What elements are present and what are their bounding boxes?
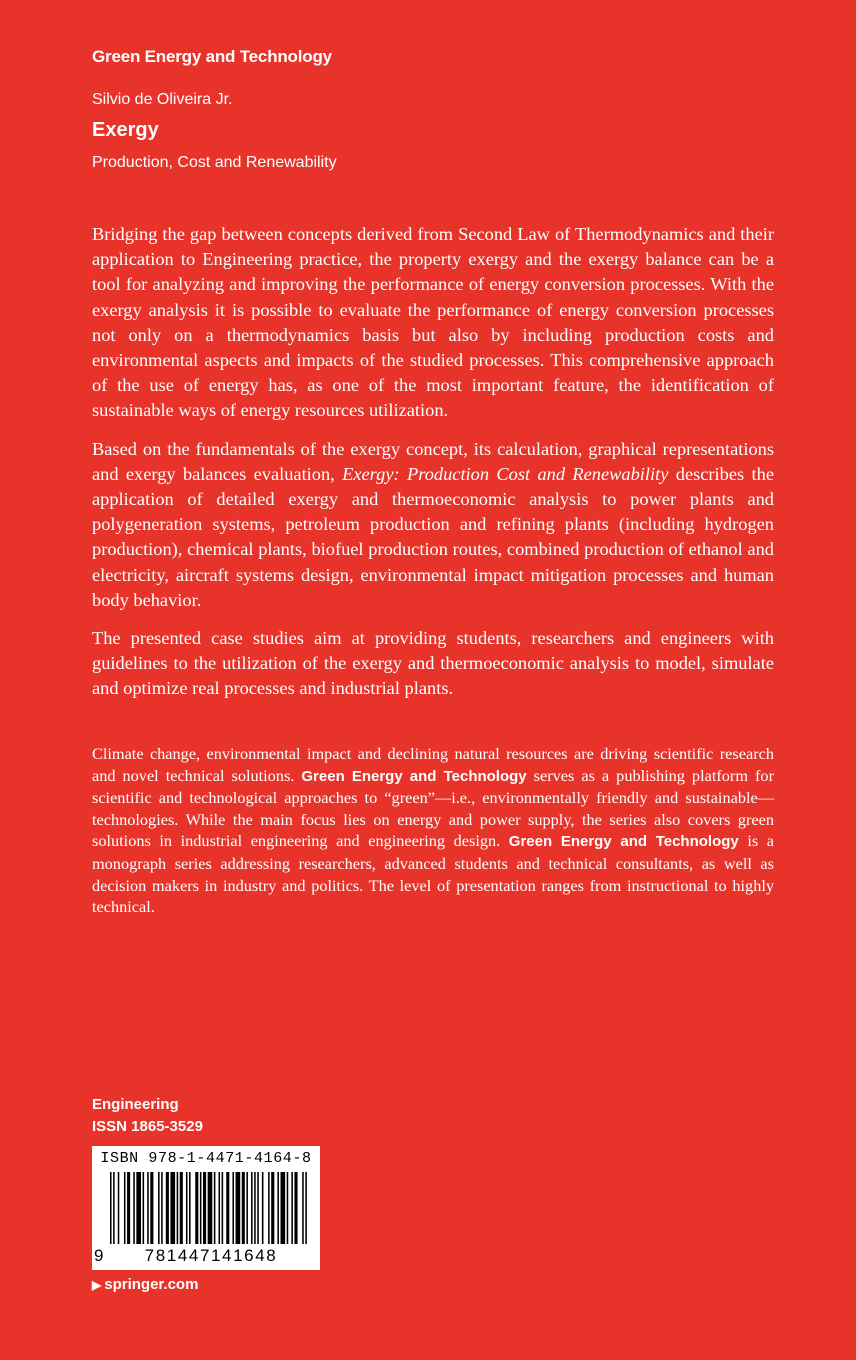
description-paragraph-2 — [92, 437, 774, 613]
barcode-bar — [113, 1172, 115, 1244]
barcode-bar — [294, 1172, 297, 1244]
barcode-bar — [150, 1172, 153, 1244]
barcode-bar — [305, 1172, 307, 1244]
barcode-bar — [254, 1172, 256, 1244]
isbn-barcode — [92, 1146, 320, 1270]
isbn-text: ISBN 978-1-4471-4164-8 — [100, 1150, 312, 1167]
barcode-bar — [177, 1172, 179, 1244]
barcode-bar — [219, 1172, 221, 1244]
barcode-bar — [147, 1172, 149, 1244]
barcode-bar — [302, 1172, 304, 1244]
book-description — [92, 222, 774, 715]
barcode-bar — [161, 1172, 163, 1244]
series-description — [92, 743, 774, 918]
barcode-bar — [268, 1172, 270, 1244]
arrow-right-icon: ▶ — [92, 1278, 102, 1292]
book-title: Exergy — [92, 119, 159, 141]
description-paragraph-1: Bridging the gap between concepts derived from Second Law of Thermodynamics and their application to Engineering practice, the property exergy and the exergy balance can be a tool for analyzing and improving the performance of energy conversion processes. With the exergy analysis it is possible to evaluate the performance of energy conversion processes not only on a thermodynamics basis but also by including production costs and environmental aspects and impacts of the studied processes. This comprehensive approach of the use of energy has, as one of the most important feature, the identification of sustainable ways of energy resources utilization. — [92, 224, 774, 421]
series-title: Green Energy and Technology — [92, 47, 332, 66]
description-p2-intro: Based on the fundamentals of the exergy concept, its calculation, graphical representations and exergy balances evaluation, — [92, 438, 774, 484]
barcode-bar — [170, 1172, 175, 1244]
springer-website-label: springer.com — [104, 1276, 199, 1293]
series-desc-part-2: serves as a publishing platform for scientific and technological approaches to “green”—i.e., environmentally friendly and sustainable—technologies. While the main focus lies on energy and power supply, the series also covers green solutions in industrial engineering and engineering design. — [92, 765, 774, 851]
barcode-bar — [180, 1172, 183, 1244]
series-name-bold-1: Green Energy and Technology — [301, 767, 527, 785]
barcode-bar — [195, 1172, 198, 1244]
barcode-bar — [222, 1172, 224, 1244]
barcode-bar — [251, 1172, 253, 1244]
series-description-paragraph — [92, 743, 774, 918]
barcode-bar — [208, 1172, 213, 1244]
barcode-bar — [133, 1172, 135, 1244]
issn-number: ISSN 1865-3529 — [92, 1118, 203, 1135]
barcode-bar — [136, 1172, 141, 1244]
description-p2-book-title: Exergy: Production Cost and Renewability — [342, 463, 669, 484]
barcode-bar — [200, 1172, 202, 1244]
ean-digits: 781447141648 — [144, 1246, 278, 1265]
description-paragraph-3: The presented case studies aim at providing students, researchers and engineers with guidelines to the utilization of the exergy and thermoeconomic analysis to model, simulate and optimize real processes and industrial plants. — [92, 628, 774, 699]
author-name: Silvio de Oliveira Jr. — [92, 91, 233, 108]
barcode-bar — [281, 1172, 286, 1244]
barcode-bar — [277, 1172, 279, 1244]
book-subtitle: Production, Cost and Renewability — [92, 154, 337, 171]
barcode-bar — [124, 1172, 126, 1244]
barcode-bar — [189, 1172, 191, 1244]
barcode-bar — [262, 1172, 264, 1244]
barcode-bar — [287, 1172, 289, 1244]
barcode-bar — [203, 1172, 206, 1244]
barcode-bar — [291, 1172, 293, 1244]
series-desc-part-1: Climate change, environmental impact and declining natural resources are driving scientific research and novel technical solutions. — [92, 744, 774, 785]
barcode-bar — [226, 1172, 229, 1244]
barcode-bar — [166, 1172, 169, 1244]
barcode-bar — [232, 1172, 234, 1244]
barcode-bar — [186, 1172, 188, 1244]
springer-website[interactable] — [92, 1276, 198, 1293]
series-desc-part-3: is a monograph series addressing researchers, advanced students and technical consultants, as well as decision makers in industry and politics. The level of presentation ranges from instructional to highly technical. — [92, 831, 774, 917]
barcode-bar — [158, 1172, 160, 1244]
barcode-bar — [143, 1172, 145, 1244]
barcode-bar — [271, 1172, 274, 1244]
barcode-bar — [118, 1172, 120, 1244]
barcode-bar — [236, 1172, 241, 1244]
description-p2-rest: describes the application of detailed exergy and thermoeconomic analysis to power plants and polygeneration systems, petroleum production and refining plants (including hydrogen production), chemical plants, biofuel production routes, combined production of ethanol and electricity, aircraft systems design, environmental impact mitigation processes and human body behavior. — [92, 463, 774, 610]
barcode-bar — [257, 1172, 259, 1244]
subject-category: Engineering — [92, 1096, 179, 1113]
barcode-bar — [127, 1172, 130, 1244]
barcode-bar — [246, 1172, 248, 1244]
barcode-bar — [242, 1172, 245, 1244]
series-name-bold-2: Green Energy and Technology — [508, 833, 739, 851]
ean-first-digit: 9 — [94, 1246, 104, 1265]
barcode-bar — [110, 1172, 112, 1244]
barcode-bar — [214, 1172, 216, 1244]
